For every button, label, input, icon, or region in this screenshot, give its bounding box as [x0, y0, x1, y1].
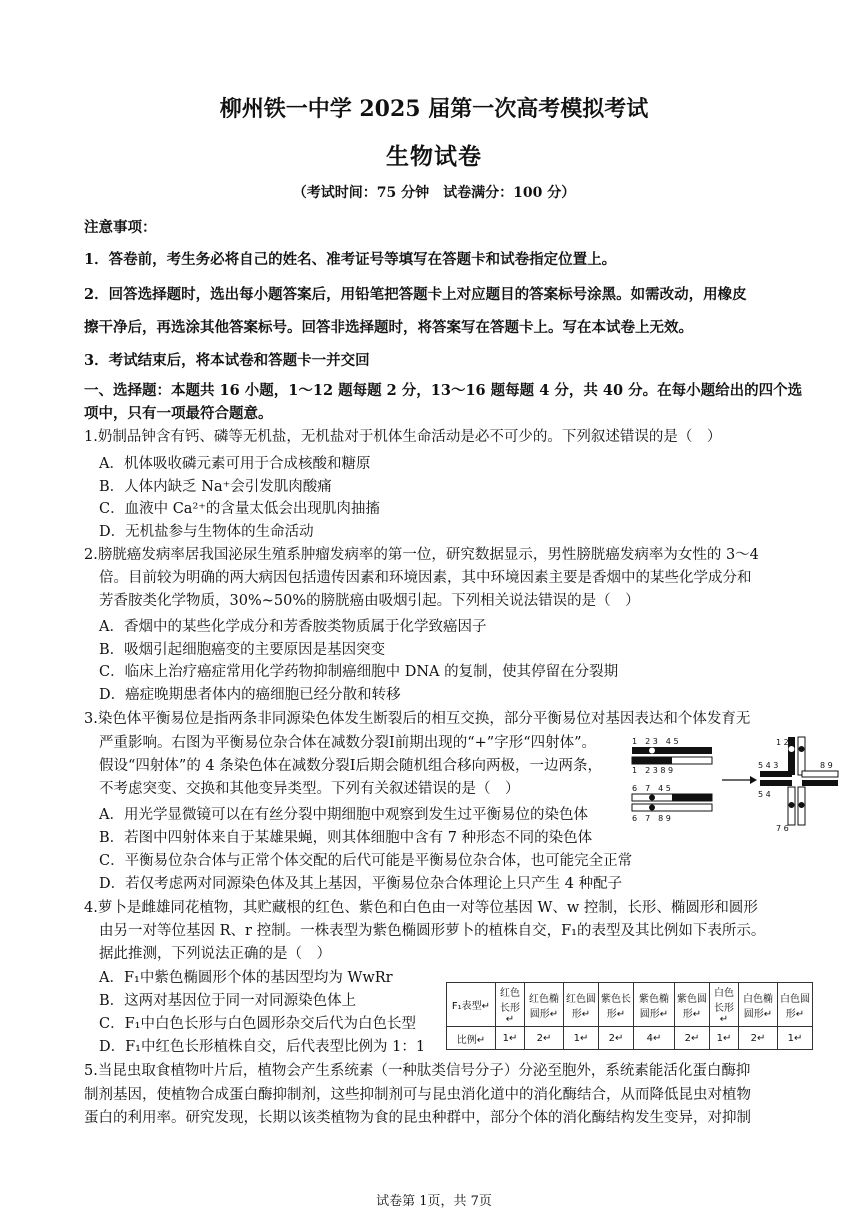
question-3-option: B．若图中四射体来自于某雄果蝇，则其体细胞中含有 7 种形态不同的染色体 [99, 830, 593, 846]
diagram-label: 7 6 [776, 824, 789, 833]
diagram-label: 5 4 [758, 790, 771, 799]
table-cell: 紫色长形↵ [599, 983, 634, 1027]
question-3-stem: 3.染色体平衡易位是指两条非同源染色体发生断裂后的相互交换，部分平衡易位对基因表达和个体发育无 [84, 711, 751, 727]
notice-item: 1．答卷前，考生务必将自己的姓名、准考证号等填写在答题卡和试卷指定位置上。 [84, 251, 617, 268]
chromosome-bar [632, 804, 712, 811]
table-cell: 1↵ [564, 1027, 599, 1050]
centromere [649, 748, 655, 754]
question-2-option: B．吸烟引起细胞癌变的主要原因是基因突变 [99, 642, 386, 658]
chromosome-bar [802, 780, 838, 786]
table-row [447, 1027, 813, 1050]
page-footer: 试卷第 1页，共 7页 [376, 1194, 492, 1209]
table-cell: 紫色椭圆形↵ [634, 983, 675, 1027]
question-3-stem: 严重影响。右图为平衡易位杂合体在减数分裂Ⅰ前期出现的“+”字形“四射体”。 [99, 735, 597, 751]
chromosome-bar [760, 780, 792, 786]
arrow-head-icon [750, 776, 757, 784]
table-cell: 2↵ [739, 1027, 778, 1050]
centromere [799, 802, 805, 808]
question-3-stem: 不考虑突变、交换和其他变异类型。下列有关叙述错误的是（ ） [99, 781, 520, 797]
question-4-option: D．F₁中红色长形植株自交，后代表型比例为 1：1 [99, 1039, 426, 1055]
exam-info: （考试时间：75 分钟 试卷满分：100 分） [292, 185, 576, 201]
table-cell: 2↵ [599, 1027, 634, 1050]
exam-title: 柳州铁一中学 2025 届第一次高考模拟考试 [219, 96, 649, 122]
table-cell: F₁表型↵ [447, 983, 496, 1027]
table-cell: 白色长形↵ [710, 983, 739, 1027]
centromere [649, 795, 655, 801]
table-cell: 白色椭圆形↵ [739, 983, 778, 1027]
question-2-option: A．香烟中的某些化学成分和芳香胺类物质属于化学致癌因子 [99, 619, 487, 635]
table-cell: 1↵ [496, 1027, 525, 1050]
question-2-stem: 2.膀胱癌发病率居我国泌尿生殖系肿瘤发病率的第一位，研究数据显示，男性膀胱癌发病率为女性的 3～4 [84, 547, 759, 563]
table-cell: 4↵ [634, 1027, 675, 1050]
chromosome-bar [632, 757, 672, 764]
question-1-option: D．无机盐参与生物体的生命活动 [99, 524, 314, 540]
diagram-label: 1 2 3 8 9 [632, 766, 674, 775]
question-2-option: D．癌症晚期患者体内的癌细胞已经分散和转移 [99, 687, 401, 703]
diagram-label: 1 2 [776, 738, 789, 747]
quadrivalent-diagram [630, 735, 845, 835]
centromere [789, 746, 795, 752]
table-cell: 白色圆形↵ [778, 983, 813, 1027]
question-3-option: A．用光学显微镜可以在有丝分裂中期细胞中观察到发生过平衡易位的染色体 [99, 807, 588, 823]
question-1-option: B．人体内缺乏 Na⁺会引发肌肉酸痛 [99, 479, 332, 495]
question-3-stem: 假设“四射体”的 4 条染色体在减数分裂Ⅰ后期会随机组合移向两极，一边两条， [99, 758, 602, 774]
centromere [649, 805, 655, 811]
question-2-option: C．临床上治疗癌症常用化学药物抑制癌细胞中 DNA 的复制，使其停留在分裂期 [99, 664, 619, 680]
chromosome-bar [798, 737, 805, 775]
table-cell: 2↵ [675, 1027, 710, 1050]
chromosome-bar [788, 737, 795, 775]
centromere [789, 802, 795, 808]
question-4-option: B．这两对基因位于同一对同源染色体上 [99, 993, 357, 1009]
table-cell: 比例↵ [447, 1027, 496, 1050]
diagram-label: 5 4 3 [758, 761, 779, 770]
chromosome-bar [632, 747, 712, 754]
table-cell: 紫色圆形↵ [675, 983, 710, 1027]
question-3-option: C．平衡易位杂合体与正常个体交配的后代可能是平衡易位杂合体，也可能完全正常 [99, 853, 633, 869]
chromosome-bar [672, 794, 712, 801]
table-cell: 红色圆形↵ [564, 983, 599, 1027]
notice-item: 2．回答选择题时，选出每小题答案后，用铅笔把答题卡上对应题目的答案标号涂黑。如需改动，用橡皮 [84, 286, 747, 303]
table-cell: 红色椭圆形↵ [525, 983, 564, 1027]
question-4-stem: 据此推测，下列说法正确的是（ ） [99, 946, 331, 962]
diagram-label: 6 7 4 5 [632, 784, 671, 793]
section-heading: 一、选择题：本题共 16 小题，1～12 题每题 2 分，13～16 题每题 4 分，共 40 分。在每小题给出的四个选 [84, 382, 803, 399]
diagram-label: 1 2 3 4 5 [632, 737, 679, 746]
question-1-option: C．血液中 Ca²⁺的含量太低会出现肌肉抽搐 [99, 501, 380, 517]
notice-heading: 注意事项： [84, 219, 157, 236]
question-2-stem: 芳香胺类化学物质，30%~50%的膀胱癌由吸烟引起。下列相关说法错误的是（ ） [99, 593, 640, 609]
question-4-option: C．F₁中白色长形与白色圆形杂交后代为白色长型 [99, 1016, 416, 1032]
section-heading: 项中，只有一项最符合题意。 [84, 405, 273, 422]
table-cell: 1↵ [778, 1027, 813, 1050]
question-3-option: D．若仅考虑两对同源染色体及其上基因，平衡易位杂合体理论上只产生 4 种配子 [99, 876, 623, 892]
question-4-stem: 由另一对等位基因 R、r 控制。一株表型为紫色椭圆形萝卜的植株自交，F₁的表型及其比例如下表所示。 [99, 923, 766, 939]
notice-item: 擦干净后，再选涂其他答案标号。回答非选择题时，将答案写在答题卡上。写在本试卷上无效。 [84, 319, 693, 336]
question-4-stem: 4.萝卜是雌雄同花植物，其贮藏根的红色、紫色和白色由一对等位基因 W、w 控制，长形、椭圆形和圆形 [84, 900, 758, 916]
question-4-option: A．F₁中紫色椭圆形个体的基因型均为 WwRr [99, 970, 393, 986]
table-cell: 红色长形↵ [496, 983, 525, 1027]
chromosome-bar [802, 771, 838, 777]
question-2-stem: 倍。目前较为明确的两大病因包括遗传因素和环境因素，其中环境因素主要是香烟中的某些化学成分和 [99, 570, 752, 586]
diagram-label: 8 9 [820, 761, 833, 770]
centromere [799, 746, 805, 752]
question-5-stem: 制剂基因，使植物合成蛋白酶抑制剂，这些抑制剂可与昆虫消化道中的消化酶结合，从而降低昆虫对植物 [84, 1087, 751, 1103]
notice-item: 3．考试结束后，将本试卷和答题卡一并交回 [84, 352, 370, 369]
table-cell: 1↵ [710, 1027, 739, 1050]
question-1-stem: 1.奶制品钟含有钙、磷等无机盐，无机盐对于机体生命活动是必不可少的。下列叙述错误的是（ ） [84, 429, 722, 445]
question-5-stem: 蛋白的利用率。研究发现，长期以该类植物为食的昆虫种群中，部分个体的消化酶结构发生变异，对抑制 [84, 1110, 751, 1126]
table-cell: 2↵ [525, 1027, 564, 1050]
chromosome-bar [760, 771, 792, 777]
phenotype-table [446, 982, 813, 1050]
diagram-label: 6 7 8 9 [632, 814, 671, 823]
table-row [447, 983, 813, 1027]
exam-subject: 生物试卷 [386, 143, 482, 170]
question-5-stem: 5.当昆虫取食植物叶片后，植物会产生系统素（一种肽类信号分子）分泌至胞外，系统素能活化蛋白酶抑 [84, 1063, 751, 1079]
chromosome-figure [630, 735, 845, 835]
question-1-option: A．机体吸收磷元素可用于合成核酸和糖原 [99, 456, 371, 472]
